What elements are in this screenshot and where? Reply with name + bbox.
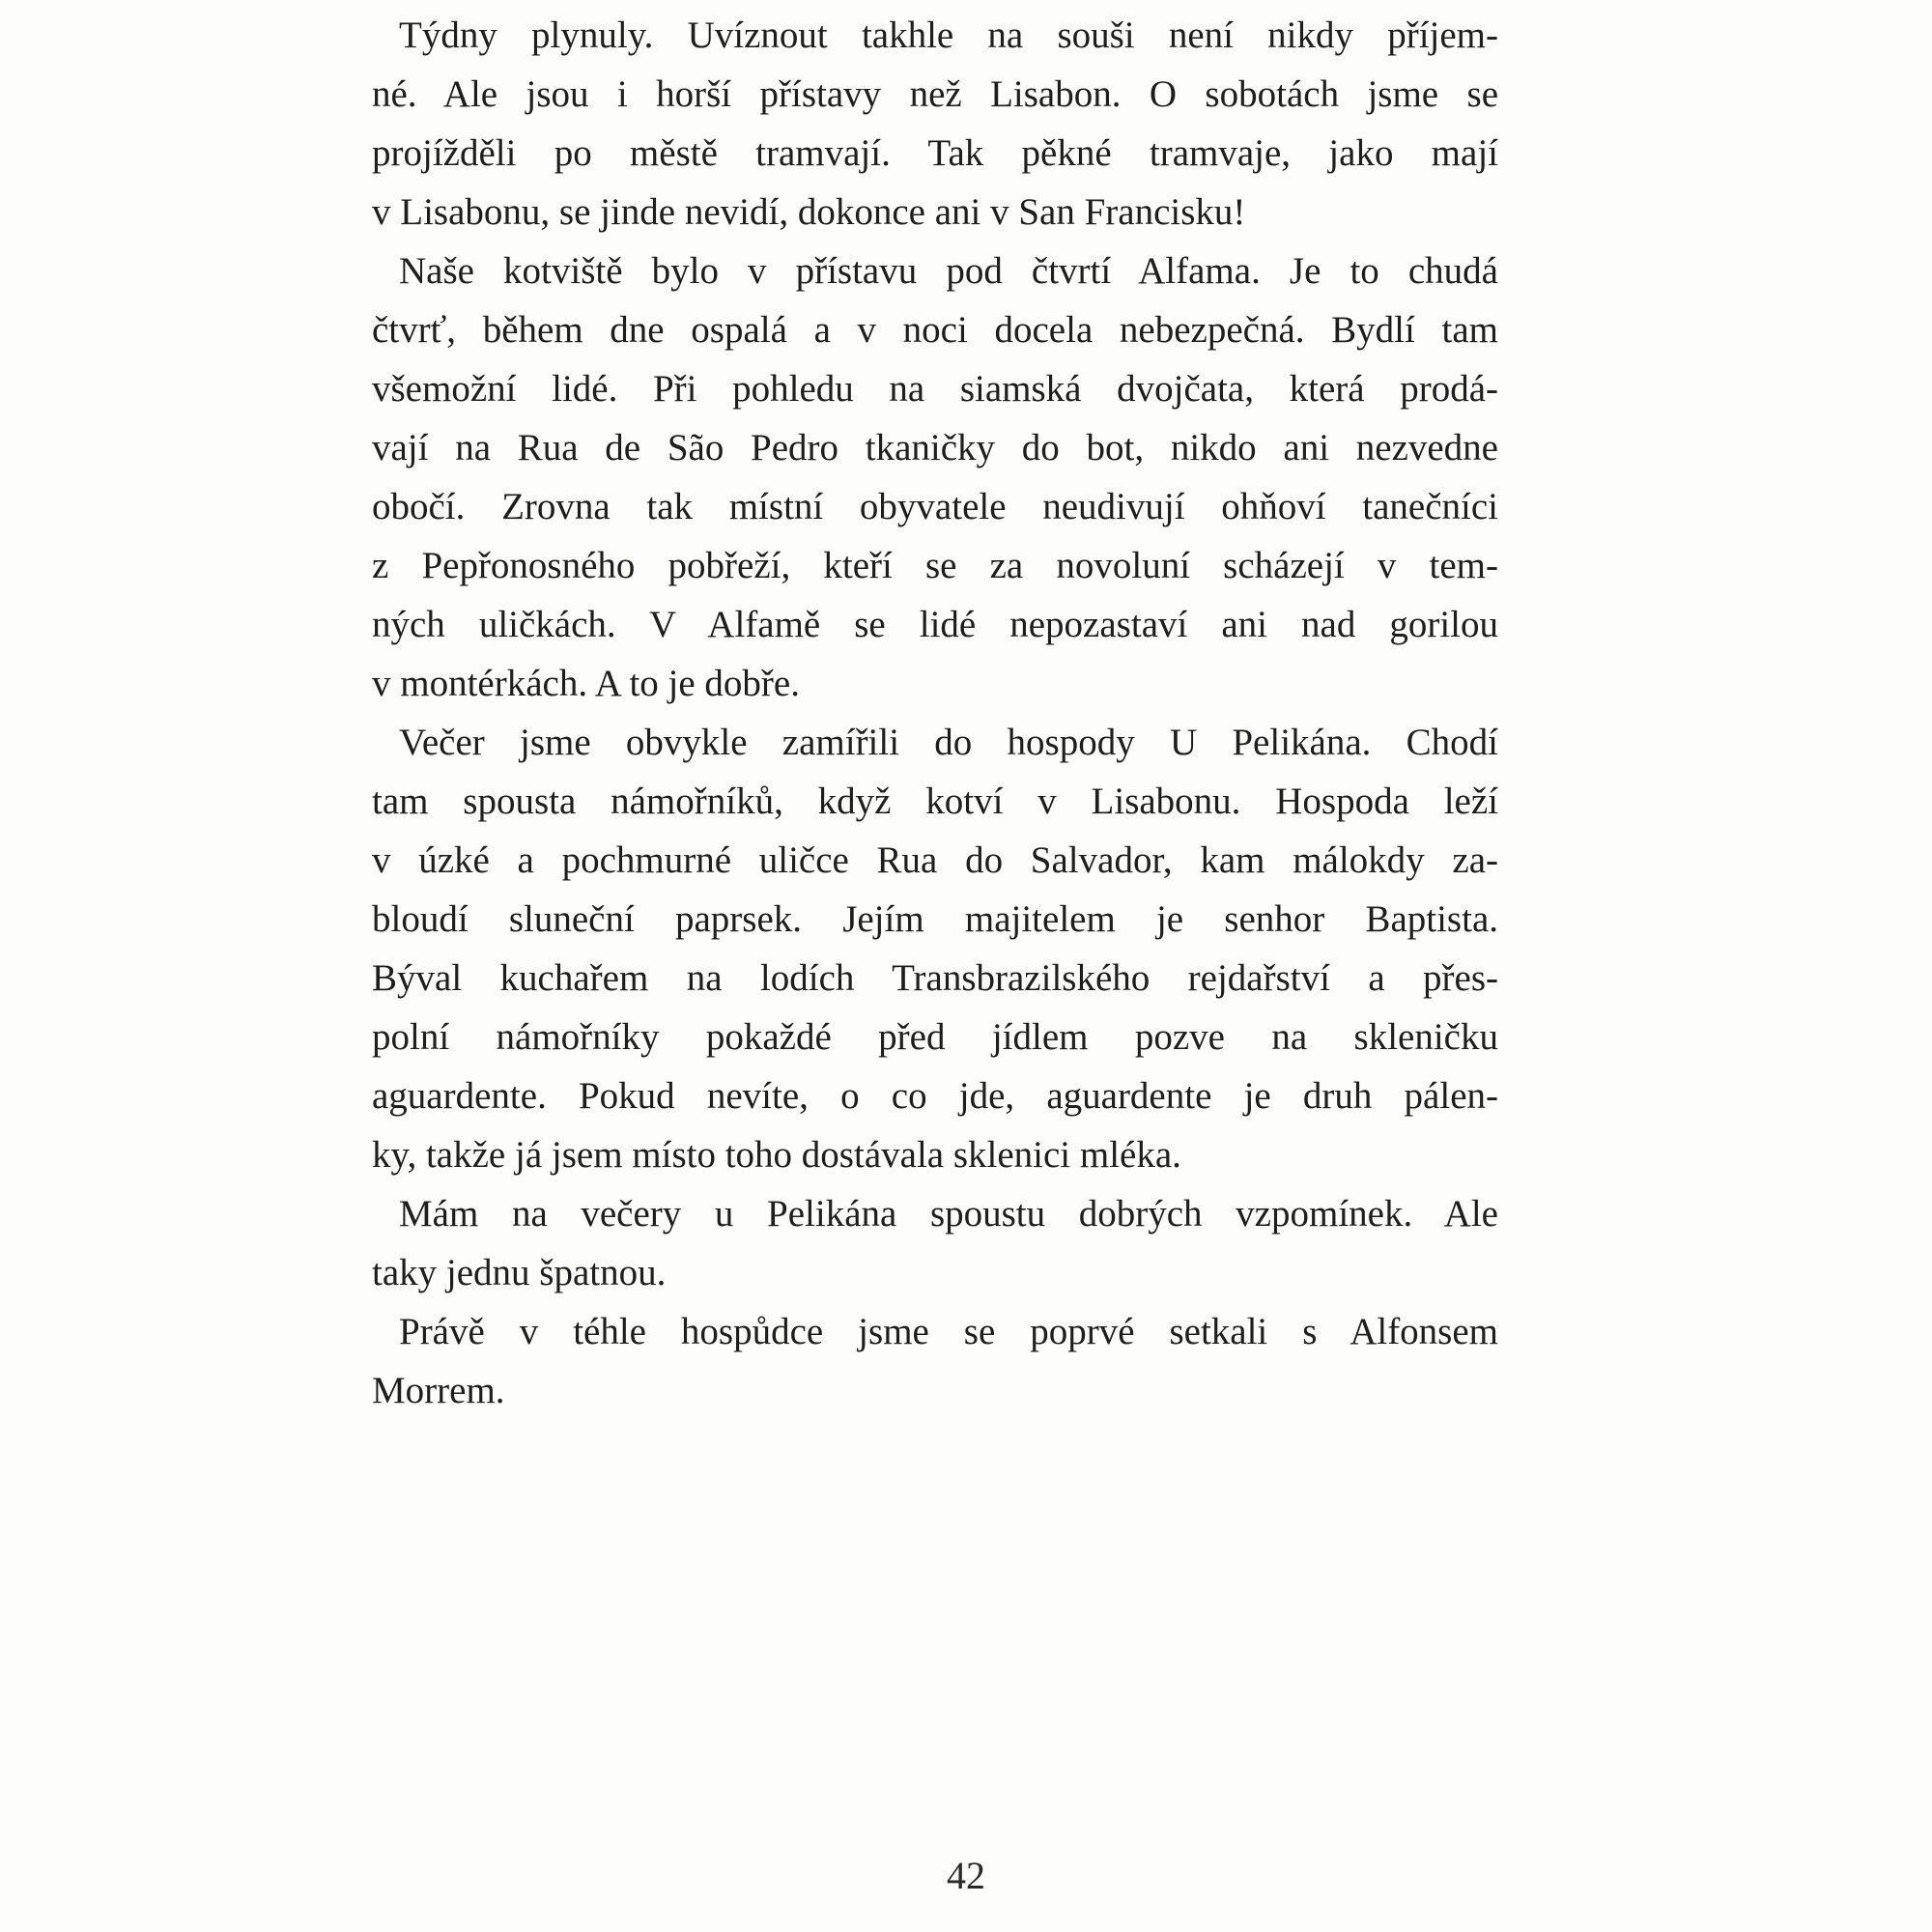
text-line: Večer jsme obvykle zamířili do hospody U Pelikána. Chodí xyxy=(399,722,1498,763)
page-number: 42 xyxy=(947,1854,985,1897)
text-line: Býval kuchařem na lodích Transbrazilského rejdařství a přes- xyxy=(372,957,1498,999)
text-line: Právě v téhle hospůdce jsme se poprvé setkali s Alfonsem xyxy=(399,1311,1498,1352)
text-line: vají na Rua de São Pedro tkaničky do bot, nikdo ani nezvedne xyxy=(372,427,1498,469)
text-line: ných uličkách. V Alfamě se lidé nepozastaví ani nad gorilou xyxy=(372,604,1498,645)
paragraph xyxy=(372,713,1498,1184)
text-line: čtvrť, během dne ospalá a v noci docela nebezpečná. Bydlí tam xyxy=(372,309,1498,351)
paragraph xyxy=(372,1302,1498,1420)
text-line: všemožní lidé. Při pohledu na siamská dvojčata, která prodá- xyxy=(372,368,1498,410)
text-line: projížděli po městě tramvají. Tak pěkné tramvaje, jako mají xyxy=(372,132,1498,174)
paragraph xyxy=(372,242,1498,713)
text-line: v Lisabonu, se jinde nevidí, dokonce ani v San Francisku! xyxy=(372,191,1246,233)
text-line: aguardente. Pokud nevíte, o co jde, aguardente je druh pálen- xyxy=(372,1075,1498,1117)
text-line: Týdny plynuly. Uvíznout takhle na souši není nikdy příjem- xyxy=(399,14,1498,56)
paragraph xyxy=(372,6,1498,242)
body-text xyxy=(372,6,1498,1420)
text-line: taky jednu špatnou. xyxy=(372,1252,667,1293)
text-line: Morrem. xyxy=(372,1370,505,1411)
text-line: tam spousta námořníků, když kotví v Lisabonu. Hospoda leží xyxy=(372,781,1498,822)
text-line: z Pepřonosného pobřeží, kteří se za novoluní scházejí v tem- xyxy=(372,545,1498,586)
text-line: v úzké a pochmurné uličce Rua do Salvador, kam málokdy za- xyxy=(372,839,1498,881)
paragraph xyxy=(372,1184,1498,1302)
text-line: Mám na večery u Pelikána spoustu dobrých vzpomínek. Ale xyxy=(399,1193,1498,1235)
text-line: ky, takže já jsem místo toho dostávala sklenici mléka. xyxy=(372,1134,1181,1176)
text-line: né. Ale jsou i horší přístavy než Lisabon. O sobotách jsme se xyxy=(372,73,1498,115)
text-line: v montérkách. A to je dobře. xyxy=(372,663,800,704)
text-line: Naše kotviště bylo v přístavu pod čtvrtí Alfama. Je to chudá xyxy=(399,250,1498,292)
text-line: polní námořníky pokaždé před jídlem pozve na skleničku xyxy=(372,1016,1498,1058)
text-line: obočí. Zrovna tak místní obyvatele neudivují ohňoví tanečníci xyxy=(372,486,1498,527)
text-line: bloudí sluneční paprsek. Jejím majitelem je senhor Baptista. xyxy=(372,898,1498,940)
